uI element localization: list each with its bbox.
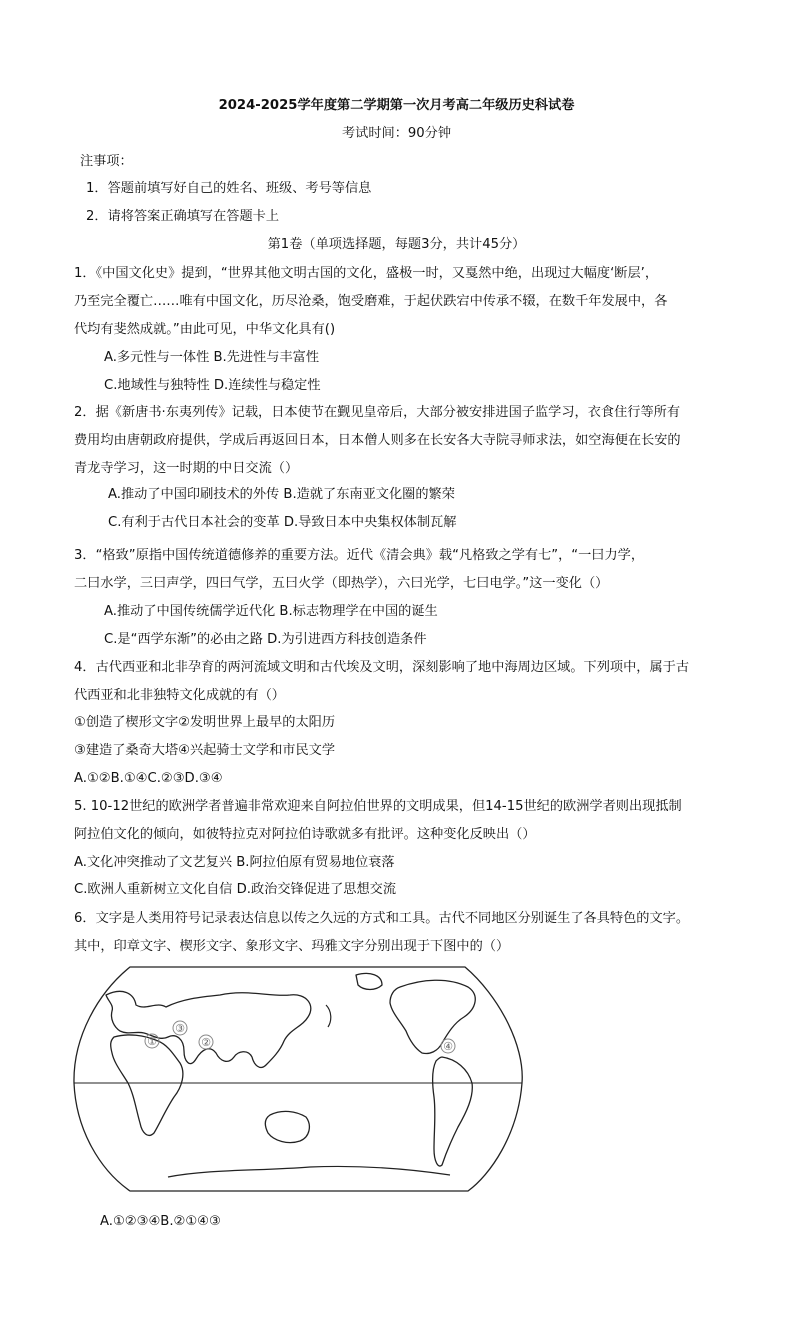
exam-title: 2024-2025学年度第二学期第一次月考高二年级历史科试卷 — [218, 98, 575, 113]
question-3-option-row: C.是“西学东渐”的必由之路 D.为引进西方科技创造条件 — [104, 632, 427, 647]
section-title: 第1卷（单项选择题，每题3分，共计45分） — [267, 237, 526, 252]
continent-south-america — [433, 1057, 473, 1166]
continent-africa — [111, 1035, 183, 1135]
map-marker-label: ② — [201, 1036, 211, 1049]
question-1-option-row: C.地域性与独特性 D.连续性与稳定性 — [104, 378, 321, 393]
map-marker-label: ④ — [443, 1040, 453, 1053]
question-4-item-row: ①创造了楔形文字②发明世界上最早的太阳历 — [74, 715, 336, 730]
note-item: 1．答题前填写好自己的姓名、班级、考号等信息 — [86, 181, 372, 196]
map-marker-label: ③ — [175, 1022, 185, 1035]
exam-time: 考试时间：90分钟 — [341, 126, 452, 141]
island-greenland — [356, 973, 382, 989]
question-3-option-row: A.推动了中国传统儒学近代化 B.标志物理学在中国的诞生 — [104, 604, 438, 619]
map-marker-label: ① — [147, 1035, 157, 1048]
continent-eurasia — [106, 991, 311, 1067]
question-4-option-row: A.①②B.①④C.②③D.③④ — [74, 771, 223, 786]
note-item: 2．请将答案正确填写在答题卡上 — [86, 209, 280, 224]
map-frame — [74, 967, 522, 1191]
question-2-option-row: A.推动了中国印刷技术的外传 B.造就了东南亚文化圈的繁荣 — [108, 487, 455, 502]
question-2-option-row: C.有利于古代日本社会的变革 D.导致日本中央集权体制瓦解 — [108, 515, 457, 530]
question-5-option-row: C.欧洲人重新树立文化自信 D.政治交锋促进了思想交流 — [74, 882, 397, 897]
continent-antarctica — [168, 1166, 450, 1177]
island-japan — [326, 1005, 331, 1027]
continent-australia — [265, 1111, 309, 1142]
world-map-figure — [70, 965, 525, 1193]
notes-heading: 注事项： — [80, 154, 133, 169]
question-1-option-row: A.多元性与一体性 B.先进性与丰富性 — [104, 350, 320, 365]
continent-north-america — [390, 980, 475, 1053]
question-4-item-row: ③建造了桑奇大塔④兴起骑士文学和市民文学 — [74, 743, 336, 758]
question-5-option-row: A.文化冲突推动了文艺复兴 B.阿拉伯原有贸易地位衰落 — [74, 855, 395, 870]
question-6-option-row: A.①②③④B.②①④③ — [100, 1214, 221, 1229]
